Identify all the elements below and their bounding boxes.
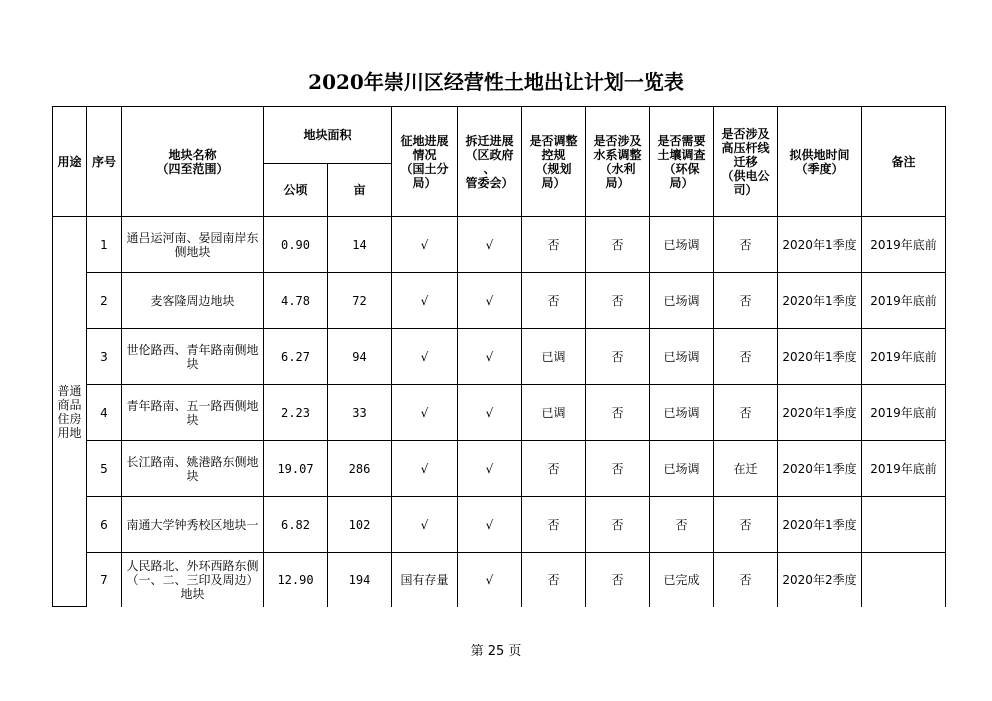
cell-seq: 1 xyxy=(87,217,122,273)
cell-hectare: 4.78 xyxy=(264,273,328,329)
cell-seq: 6 xyxy=(87,497,122,553)
cell-water: 否 xyxy=(586,497,650,553)
header-water: 是否涉及 水系调整 （水利 局） xyxy=(586,107,650,217)
cell-soil: 已场调 xyxy=(650,385,714,441)
cell-soil: 已场调 xyxy=(650,441,714,497)
cell-demolish: √ xyxy=(458,217,522,273)
cell-acquire: √ xyxy=(392,497,458,553)
cell-mu: 194 xyxy=(328,553,392,607)
cell-power: 否 xyxy=(714,217,778,273)
cell-supply-time: 2020年1季度 xyxy=(778,441,862,497)
cell-demolish: √ xyxy=(458,329,522,385)
cell-power: 否 xyxy=(714,553,778,607)
cell-mu: 286 xyxy=(328,441,392,497)
table-row xyxy=(53,385,946,441)
cell-demolish: √ xyxy=(458,441,522,497)
cell-demolish: √ xyxy=(458,497,522,553)
cell-soil: 已场调 xyxy=(650,329,714,385)
page-number: 第 25 页 xyxy=(470,644,522,659)
land-plan-table xyxy=(52,106,946,607)
cell-plan-adjust: 否 xyxy=(522,553,586,607)
cell-water: 否 xyxy=(586,329,650,385)
cell-acquire: √ xyxy=(392,217,458,273)
header-power: 是否涉及 高压杆线 迁移 （供电公 司） xyxy=(714,107,778,217)
cell-hectare: 12.90 xyxy=(264,553,328,607)
cell-water: 否 xyxy=(586,553,650,607)
header-seq: 序号 xyxy=(87,107,122,217)
cell-name: 通吕运河南、晏园南岸东侧地块 xyxy=(122,217,264,273)
cell-power: 否 xyxy=(714,329,778,385)
cell-mu: 94 xyxy=(328,329,392,385)
header-plan-adjust: 是否调整 控规 （规划 局） xyxy=(522,107,586,217)
cell-plan-adjust: 否 xyxy=(522,217,586,273)
cell-hectare: 6.82 xyxy=(264,497,328,553)
header-remark: 备注 xyxy=(862,107,946,217)
cell-supply-time: 2020年1季度 xyxy=(778,217,862,273)
cell-supply-time: 2020年1季度 xyxy=(778,273,862,329)
cell-seq: 5 xyxy=(87,441,122,497)
cell-plan-adjust: 否 xyxy=(522,273,586,329)
cell-name: 世伦路西、青年路南侧地块 xyxy=(122,329,264,385)
table-row xyxy=(53,441,946,497)
cell-water: 否 xyxy=(586,217,650,273)
header-supply-time: 拟供地时间 （季度） xyxy=(778,107,862,217)
cell-mu: 72 xyxy=(328,273,392,329)
table-row xyxy=(53,217,946,273)
use-category xyxy=(53,217,87,607)
cell-name: 麦客隆周边地块 xyxy=(122,273,264,329)
header-area: 地块面积 xyxy=(264,107,392,164)
cell-name: 人民路北、外环西路东侧（一、二、三印及周边）地块 xyxy=(122,553,264,607)
cell-acquire: 国有存量 xyxy=(392,553,458,607)
cell-name: 长江路南、姚港路东侧地块 xyxy=(122,441,264,497)
header-row xyxy=(53,107,946,164)
cell-power: 否 xyxy=(714,497,778,553)
cell-power: 否 xyxy=(714,273,778,329)
cell-remark: 2019年底前 xyxy=(862,329,946,385)
cell-remark: 2019年底前 xyxy=(862,217,946,273)
cell-seq: 4 xyxy=(87,385,122,441)
header-mu: 亩 xyxy=(328,164,392,217)
header-name: 地块名称 （四至范围） xyxy=(122,107,264,217)
use-category-text: 普通商品住房用地 xyxy=(57,383,82,440)
table-row xyxy=(53,329,946,385)
cell-supply-time: 2020年1季度 xyxy=(778,497,862,553)
cell-acquire: √ xyxy=(392,273,458,329)
cell-plan-adjust: 否 xyxy=(522,441,586,497)
cell-water: 否 xyxy=(586,385,650,441)
header-acquire: 征地进展 情况 （国土分 局） xyxy=(392,107,458,217)
table-row xyxy=(53,273,946,329)
cell-hectare: 6.27 xyxy=(264,329,328,385)
cell-remark xyxy=(862,553,946,607)
cell-soil: 已场调 xyxy=(650,217,714,273)
header-soil: 是否需要 土壤调查 （环保 局） xyxy=(650,107,714,217)
cell-hectare: 2.23 xyxy=(264,385,328,441)
page-title: 2020年崇川区经营性土地出让计划一览表 xyxy=(308,70,684,94)
cell-demolish: √ xyxy=(458,385,522,441)
table-row xyxy=(53,553,946,607)
cell-soil: 已场调 xyxy=(650,273,714,329)
header-hectare: 公顷 xyxy=(264,164,328,217)
cell-plan-adjust: 已调 xyxy=(522,385,586,441)
cell-water: 否 xyxy=(586,273,650,329)
cell-remark: 2019年底前 xyxy=(862,385,946,441)
cell-demolish: √ xyxy=(458,553,522,607)
cell-hectare: 0.90 xyxy=(264,217,328,273)
cell-remark: 2019年底前 xyxy=(862,441,946,497)
cell-soil: 已完成 xyxy=(650,553,714,607)
cell-soil: 否 xyxy=(650,497,714,553)
cell-acquire: √ xyxy=(392,329,458,385)
cell-demolish: √ xyxy=(458,273,522,329)
cell-seq: 7 xyxy=(87,553,122,607)
cell-acquire: √ xyxy=(392,441,458,497)
cell-remark: 2019年底前 xyxy=(862,273,946,329)
cell-mu: 14 xyxy=(328,217,392,273)
header-use: 用途 xyxy=(53,107,87,217)
cell-water: 否 xyxy=(586,441,650,497)
cell-acquire: √ xyxy=(392,385,458,441)
cell-name: 青年路南、五一路西侧地块 xyxy=(122,385,264,441)
cell-hectare: 19.07 xyxy=(264,441,328,497)
cell-name: 南通大学钟秀校区地块一 xyxy=(122,497,264,553)
header-demolish: 拆迁进展 （区政府 、 管委会） xyxy=(458,107,522,217)
cell-power: 否 xyxy=(714,385,778,441)
cell-remark xyxy=(862,497,946,553)
cell-seq: 3 xyxy=(87,329,122,385)
cell-mu: 33 xyxy=(328,385,392,441)
cell-supply-time: 2020年1季度 xyxy=(778,329,862,385)
cell-power: 在迁 xyxy=(714,441,778,497)
cell-mu: 102 xyxy=(328,497,392,553)
cell-plan-adjust: 否 xyxy=(522,497,586,553)
cell-supply-time: 2020年1季度 xyxy=(778,385,862,441)
table-row xyxy=(53,497,946,553)
cell-supply-time: 2020年2季度 xyxy=(778,553,862,607)
cell-seq: 2 xyxy=(87,273,122,329)
cell-plan-adjust: 已调 xyxy=(522,329,586,385)
